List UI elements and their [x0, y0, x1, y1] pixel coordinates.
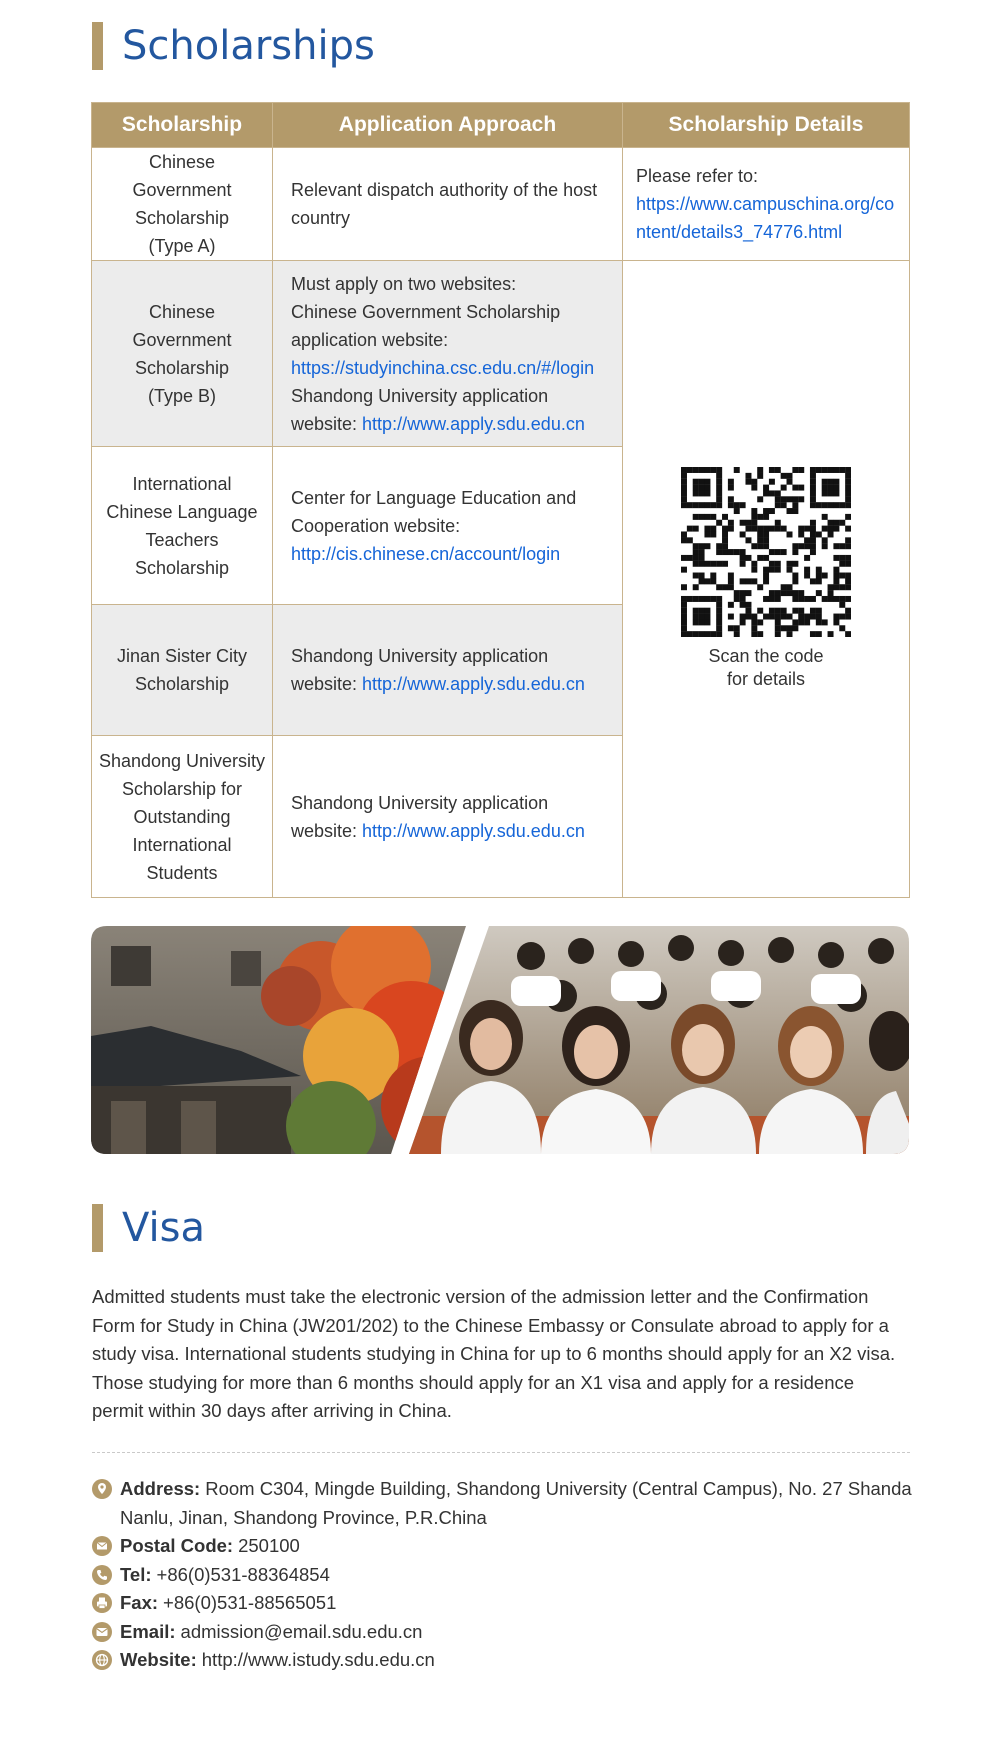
name-line: Chinese Government — [132, 152, 232, 200]
scholarship-name — [92, 148, 273, 261]
dashed-divider — [92, 1452, 910, 1453]
visa-paragraph: Admitted students must take the electronic version of the admission letter and the Confirmation Form for Study in China (JW201/202) to the Chinese Embassy or Consulate abroad to apply for a study visa. International students studying in China for up to 6 months should apply for an X2 visa. Those studying for more than 6 months should apply for an X1 visa and apply for a residence permit within 30 days after arriving in China. — [92, 1286, 896, 1421]
contact-value: admission@email.sdu.edu.cn — [180, 1620, 423, 1642]
scholarships-heading — [92, 22, 375, 70]
phone-icon — [92, 1565, 112, 1585]
name-line: Chinese Government — [132, 301, 232, 350]
header-scholarship: Scholarship — [92, 103, 273, 148]
globe-icon — [92, 1650, 112, 1670]
contact-tel — [92, 1561, 922, 1590]
scholarship-table — [91, 102, 910, 898]
email-icon — [92, 1622, 112, 1642]
name-line: Students — [146, 862, 218, 883]
application-approach — [273, 148, 623, 261]
name-line: Scholarship — [134, 557, 230, 578]
name-line: Scholarship — [134, 208, 230, 228]
contact-fax — [92, 1589, 922, 1618]
name-line: Shandong University — [98, 750, 266, 771]
details-link[interactable]: https://www.campuschina.org/content/details3_74776.html — [636, 194, 895, 242]
contact-info — [92, 1475, 922, 1675]
name-line: International — [132, 473, 232, 494]
contact-label: Website: — [120, 1649, 197, 1670]
contact-address — [92, 1475, 922, 1532]
approach-text: Shandong University application website: — [291, 385, 549, 434]
application-approach — [273, 736, 623, 898]
contact-label: Postal Code: — [120, 1535, 234, 1556]
scholarship-name — [92, 736, 273, 898]
contact-email — [92, 1618, 922, 1647]
header-scholarship-details: Scholarship Details — [623, 103, 910, 148]
scholarships-title: Scholarships — [122, 23, 375, 69]
contact-label: Address: — [120, 1478, 201, 1499]
contact-postal-code — [92, 1532, 922, 1561]
name-line: Scholarship — [134, 674, 230, 694]
students-audience-photo — [391, 926, 909, 1154]
table-row — [92, 261, 910, 447]
name-line: Outstanding — [133, 806, 231, 827]
sdu-apply-link[interactable]: http://www.apply.sdu.edu.cn — [362, 413, 585, 434]
contact-label: Fax: — [120, 1592, 159, 1613]
scholarship-details — [623, 148, 910, 261]
contact-label: Tel: — [120, 1563, 152, 1585]
mail-icon — [92, 1536, 112, 1556]
header-application-approach: Application Approach — [273, 103, 623, 148]
name-line: Scholarship for — [121, 778, 243, 799]
scholarship-name — [92, 605, 273, 736]
heading-accent-bar — [92, 1204, 103, 1252]
contact-website — [92, 1646, 922, 1675]
contact-value: +86(0)531-88565051 — [163, 1592, 337, 1613]
fax-icon — [92, 1593, 112, 1613]
approach-text: Shandong University application website: — [291, 792, 549, 841]
table-header-row — [92, 103, 910, 148]
sdu-apply-link[interactable]: http://www.apply.sdu.edu.cn — [362, 674, 585, 694]
scholarship-name — [92, 261, 273, 447]
heading-accent-bar — [92, 22, 103, 70]
approach-text: Chinese Government Scholarship application website: — [291, 301, 561, 350]
application-approach — [273, 605, 623, 736]
csc-login-link[interactable]: https://studyinchina.csc.edu.cn/#/login — [291, 357, 595, 378]
scholarship-name — [92, 447, 273, 605]
contact-value: Room C304, Mingde Building, Shandong University (Central Campus), No. 27 Shanda Nanlu, Jinan, Shandong Province, P.R.China — [120, 1478, 912, 1528]
name-line: (Type B) — [147, 385, 217, 406]
campus-photos-banner — [91, 926, 909, 1154]
name-line: Chinese Language — [106, 501, 258, 522]
qr-code-cell — [623, 261, 910, 898]
contact-value: +86(0)531-88364854 — [156, 1563, 330, 1585]
location-icon — [92, 1479, 112, 1499]
details-prefix: Please refer to: — [636, 166, 759, 186]
application-approach — [273, 261, 623, 447]
visa-title: Visa — [122, 1205, 205, 1251]
name-line: Scholarship — [134, 357, 230, 378]
name-line: Jinan Sister City — [116, 646, 248, 666]
cis-login-link[interactable]: http://cis.chinese.cn/account/login — [291, 543, 561, 564]
approach-text: Center for Language Education and Cooperation website: — [291, 487, 577, 536]
sdu-apply-link[interactable]: http://www.apply.sdu.edu.cn — [362, 820, 585, 841]
approach-text: Shandong University application website: — [291, 646, 549, 694]
contact-label: Email: — [120, 1620, 176, 1642]
qr-caption-line: Scan the code — [708, 646, 824, 666]
contact-value: http://www.istudy.sdu.edu.cn — [201, 1649, 435, 1670]
qr-caption-line: for details — [726, 669, 806, 689]
contact-value: 250100 — [238, 1535, 300, 1556]
name-line: Teachers — [145, 529, 219, 550]
approach-text: Relevant dispatch authority of the host country — [291, 180, 598, 228]
visa-heading — [92, 1204, 205, 1252]
name-line: (Type A) — [148, 236, 216, 256]
qr-caption — [636, 645, 896, 691]
table-row — [92, 148, 910, 261]
approach-text: Must apply on two websites: — [291, 273, 517, 294]
name-line: International — [132, 834, 232, 855]
application-approach — [273, 447, 623, 605]
qr-code-icon[interactable] — [681, 467, 851, 637]
